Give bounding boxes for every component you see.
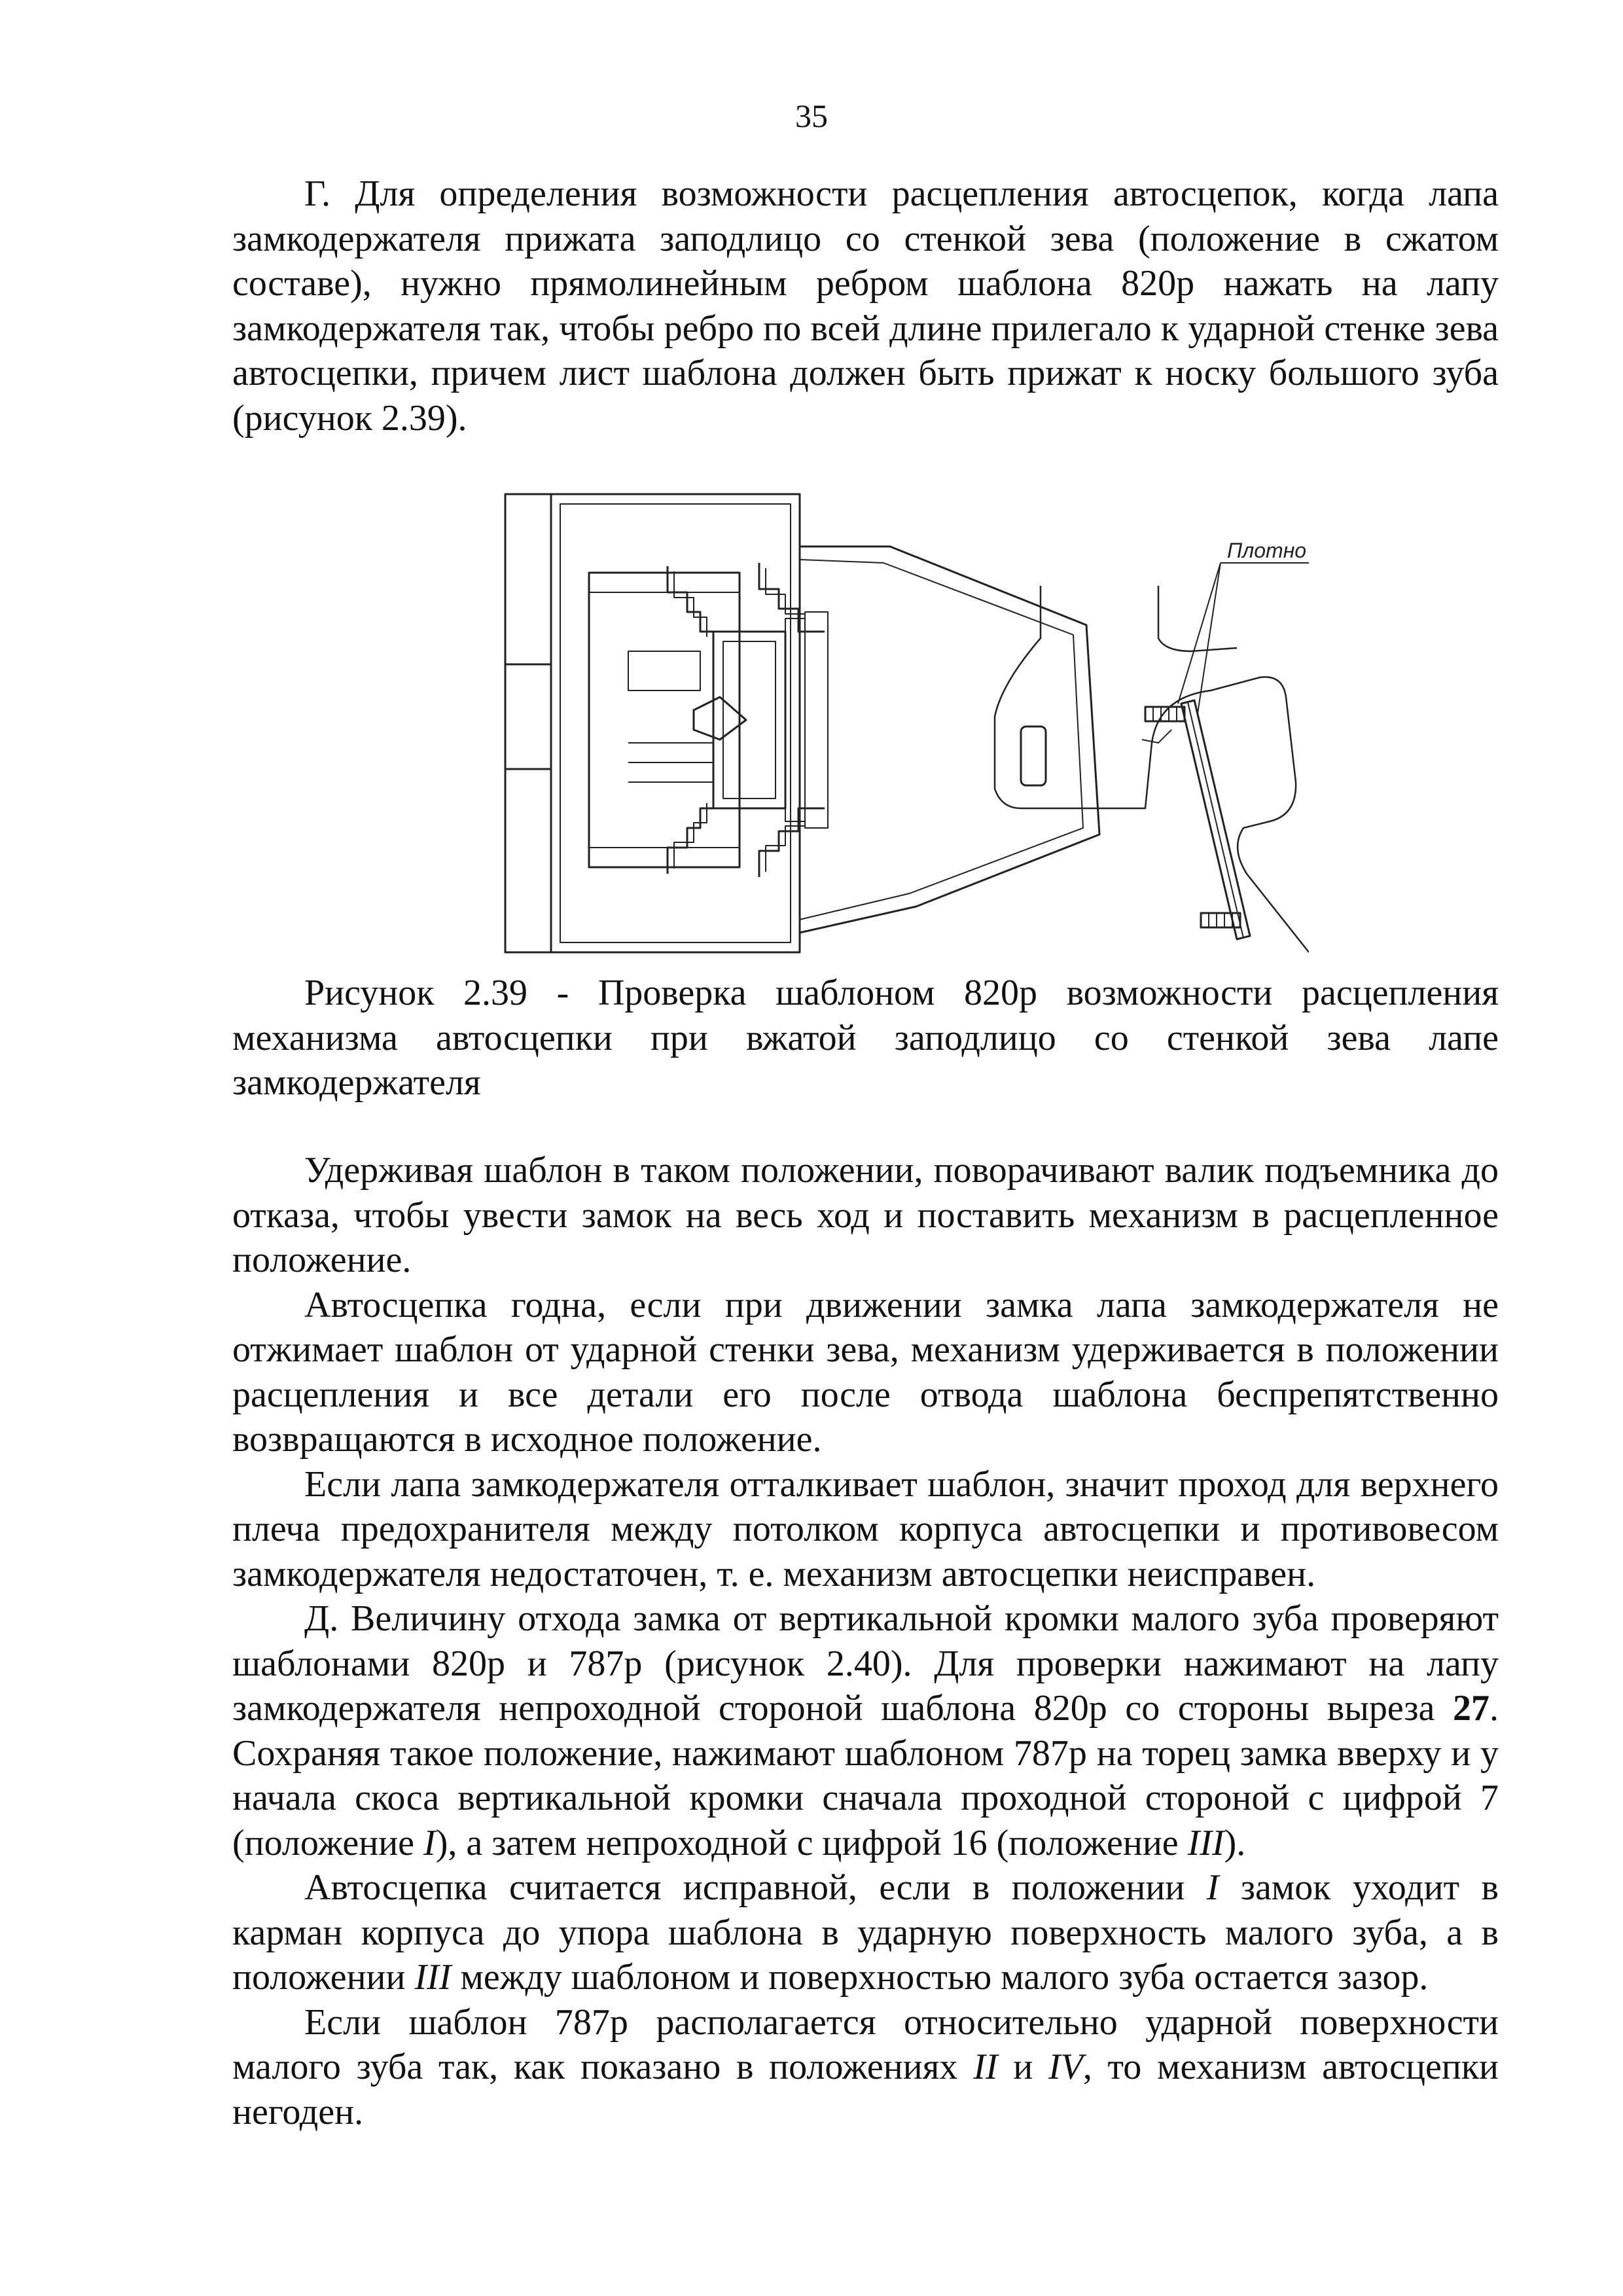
position-label: I (423, 1822, 436, 1863)
page-number: 35 (795, 98, 828, 134)
text-run: , то механизм автосцепки негоден. (232, 2047, 1499, 2132)
text-run: и (997, 2047, 1048, 2087)
coupler-drawing (497, 481, 1309, 959)
text-run: Д. Величину отхода замка от вертикальной кромки малого зуба проверяют шаблонами 820р и 787р (рисунок 2.40). Для проверки нажимают на лапу замкодержателя непроходной стороной шаблона 820р со стороны выреза (232, 1598, 1499, 1729)
paragraph: Г. Для определения возможности расцепления автосцепок, когда лапа замкодержателя прижата заподлицо со стенкой зева (положение в сжатом составе), нужно прямолинейным ребром шаблона 820р нажать на лапу замкодержателя так, чтобы ребро по всей длине прилегало к ударной стенке зева автосцепки, причем лист шаблона должен быть прижат к носку большого зуба (рисунок 2.39). (232, 173, 1499, 439)
cutout-number: 27 (1453, 1688, 1489, 1729)
paragraph: Если лапа замкодержателя отталкивает шаблон, значит проход для верхнего плеча предохранителя между потолком корпуса автосцепки и противовесом замкодержателя недостаточен, т. е. механизм автосцепки неисправен. (232, 1463, 1499, 1594)
text-block-top (232, 171, 1499, 440)
position-label: IV (1048, 2047, 1083, 2087)
paragraph (232, 2000, 1499, 2135)
text-run: ), а затем непроходной с цифрой 16 (положение (435, 1822, 1188, 1863)
paragraph: Автосцепка годна, если при движении замка лапа замкодержателя не отжимает шаблон от ударной стенки зева, механизм удерживается в положении расцепления и все детали его после отвода шаблона беспрепятственно возвращаются в исходное положение. (232, 1284, 1499, 1460)
text-run: Если шаблон 787р располагается относительно ударной поверхности малого зуба так, как показано в положениях (232, 2001, 1499, 2087)
coupler-head-front-view (505, 494, 1099, 952)
text-run: ). (1224, 1822, 1246, 1863)
text-run: между шаблоном и поверхностью малого зуба остается зазор. (451, 1957, 1429, 1998)
text-run: Автосцепка считается исправной, если в положении (304, 1867, 1207, 1908)
text-run: замок уходит в карман корпуса до упора шаблона в ударную поверхность малого зуба, а в положении (232, 1867, 1499, 1998)
figure-2-39 (497, 481, 1309, 959)
paragraph: Удерживая шаблон в таком положении, поворачивают валик подъемника до отказа, чтобы увести замок на весь ход и поставить механизм в расцепленное положение. (232, 1150, 1499, 1280)
position-label: I (1206, 1867, 1219, 1908)
paragraph (232, 1596, 1499, 1865)
position-label: III (1187, 1822, 1224, 1863)
label-tight: Плотно (1227, 539, 1307, 562)
paragraph (232, 1865, 1499, 2000)
text-block-bottom (232, 1148, 1499, 2134)
text-run: . Сохраняя такое положение, нажимают шаблоном 787р на торец замка вверху и у начала скоса вертикальной кромки сначала проходной стороной с цифрой 7 (положение (232, 1688, 1499, 1863)
figure-caption: Рисунок 2.39 - Проверка шаблоном 820р возможности расцепления механизма автосцепки при вжатой заподлицо со стенкой зева лапе замкодержателя (232, 973, 1499, 1103)
jaw-side-view (995, 563, 1309, 952)
position-label: II (973, 2047, 998, 2087)
position-label: III (414, 1957, 452, 1998)
